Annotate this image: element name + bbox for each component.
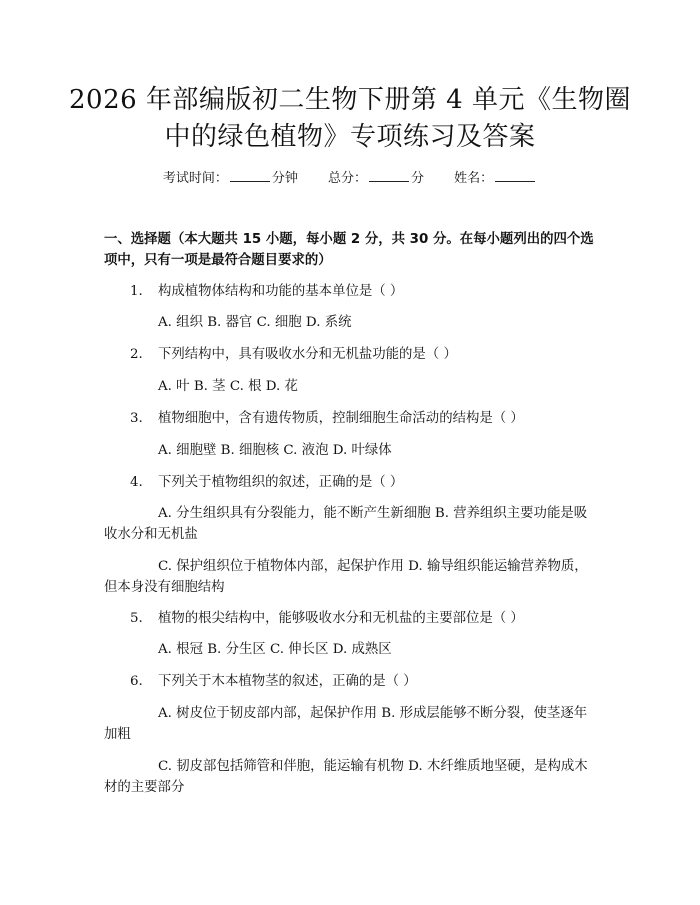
name-label: 姓名：	[454, 171, 494, 186]
question-number: 5.	[130, 611, 143, 626]
question-3-options: A. 细胞壁 B. 细胞核 C. 液泡 D. 叶绿体	[158, 443, 392, 458]
question-5-options: A. 根冠 B. 分生区 C. 伸长区 D. 成熟区	[158, 642, 392, 657]
question-number: 4.	[130, 475, 143, 490]
name-blank	[495, 169, 535, 182]
question-6-options-2: C. 韧皮部包括筛管和伴胞，能运输有机物 D. 木纤维质地坚硬，是构成木材的主要部分	[104, 759, 588, 795]
question-4-options-1: A. 分生组织具有分裂能力，能不断产生新细胞 B. 营养组织主要功能是吸收水分和无机盐	[104, 506, 588, 542]
section-heading: 一、选择题（本大题共 15 小题，每小题 2 分，共 30 分。在每小题列出的四个选项中，只有一项是最符合题目要求的）	[104, 232, 594, 268]
question-stem: 下列结构中，具有吸收水分和无机盐功能的是（ ）	[158, 347, 457, 362]
question-number: 1.	[130, 284, 143, 299]
question-stem: 下列关于木本植物茎的叙述，正确的是（ ）	[158, 674, 417, 689]
document-title: 2026 年部编版初二生物下册第 4 单元《生物圈中的绿色植物》专项练习及答案	[68, 85, 631, 152]
question-stem: 植物细胞中，含有遗传物质，控制细胞生命活动的结构是（ ）	[158, 411, 524, 426]
name-field	[454, 169, 537, 188]
question-number: 2.	[130, 347, 143, 362]
question-stem: 构成植物体结构和功能的基本单位是（ ）	[158, 284, 404, 299]
total-score-unit: 分	[411, 171, 425, 186]
exam-meta	[0, 169, 700, 188]
question-1-options: A. 组织 B. 器官 C. 细胞 D. 系统	[158, 315, 352, 330]
question-2-options: A. 叶 B. 茎 C. 根 D. 花	[158, 379, 298, 394]
exam-time-unit: 分钟	[271, 171, 298, 186]
exam-time-label: 考试时间：	[162, 171, 228, 186]
question-stem: 下列关于植物组织的叙述，正确的是（ ）	[158, 475, 404, 490]
exam-time-field	[163, 169, 298, 188]
question-number: 3.	[130, 411, 143, 426]
total-score-blank	[369, 169, 409, 182]
total-score-field	[328, 169, 424, 188]
exam-time-blank	[230, 169, 270, 182]
question-number: 6.	[130, 674, 143, 689]
question-4-options-2: C. 保护组织位于植物体内部，起保护作用 D. 输导组织能运输营养物质，但本身没有细胞结构	[104, 559, 588, 595]
question-stem: 植物的根尖结构中，能够吸收水分和无机盐的主要部位是（ ）	[158, 611, 524, 626]
question-6-options-1: A. 树皮位于韧皮部内部，起保护作用 B. 形成层能够不断分裂，使茎逐年加粗	[104, 706, 588, 742]
total-score-label: 总分：	[327, 171, 367, 186]
